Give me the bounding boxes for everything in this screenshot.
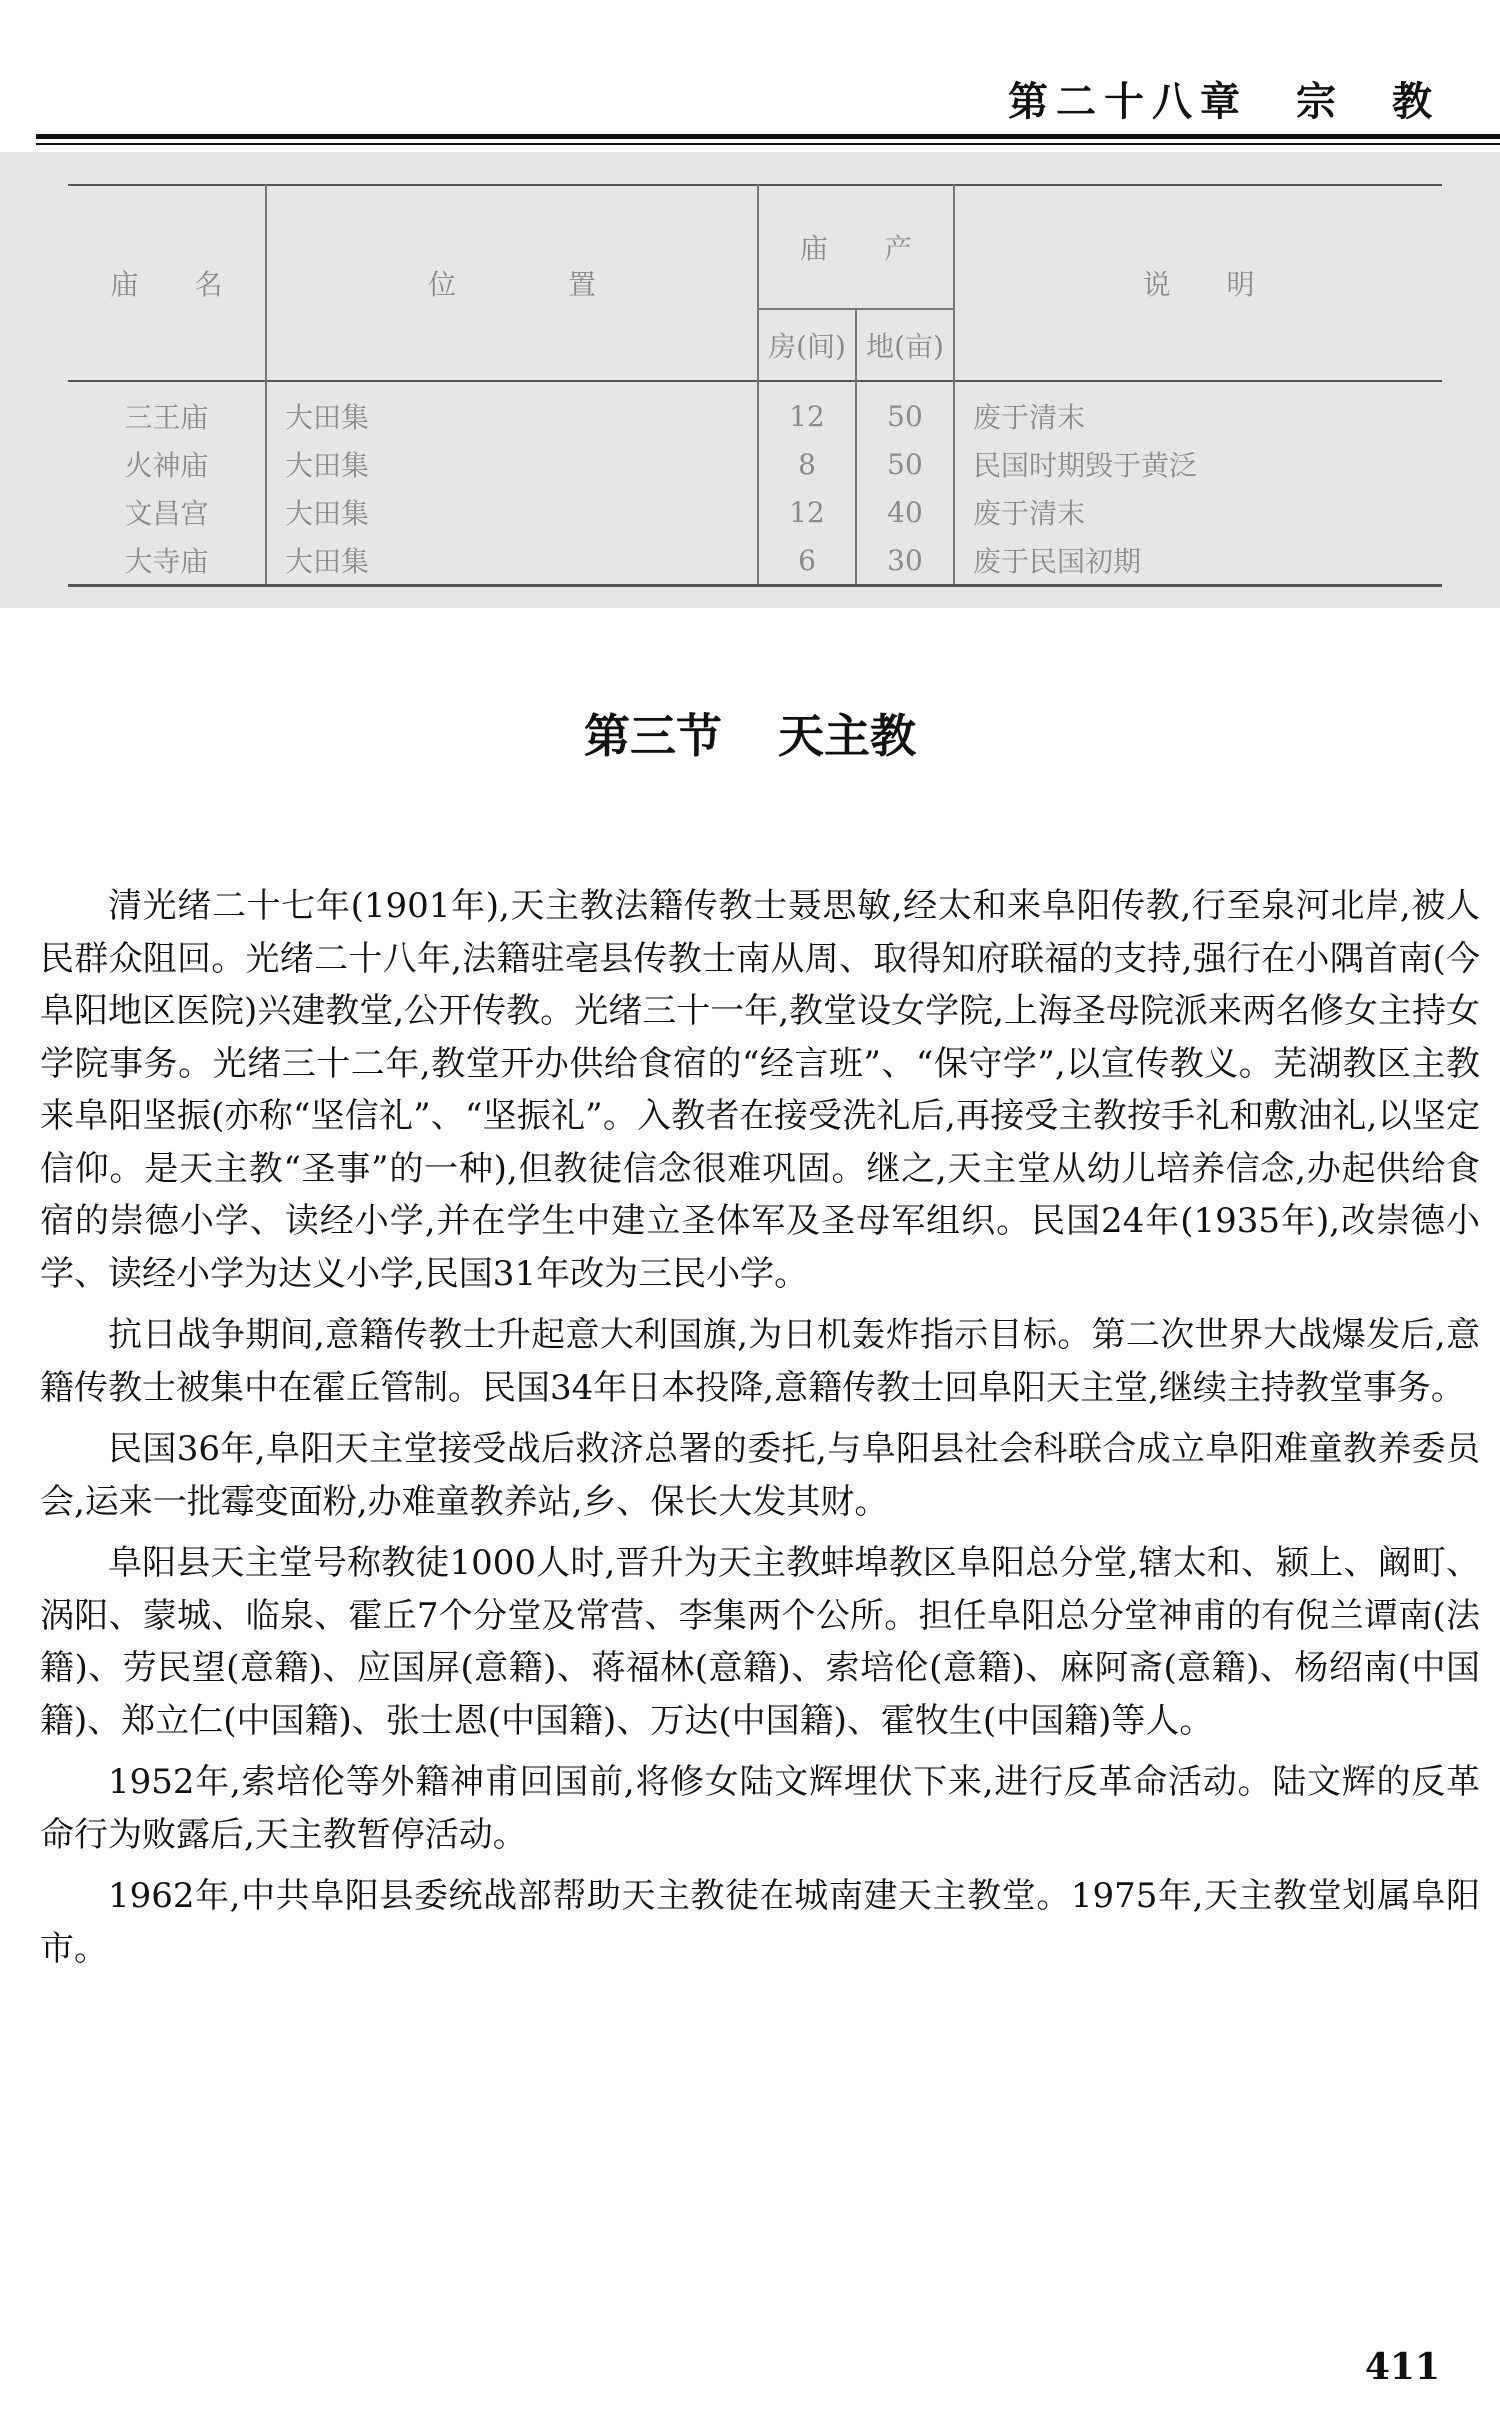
page-number: 411 (1364, 2346, 1440, 2388)
table-row (68, 440, 1442, 488)
temple-note: 民国时期毁于黄泛 (973, 449, 1198, 482)
paragraph: 抗日战争期间,意籍传教士升起意大利国旗,为日机轰炸指示目标。第二次世界大战爆发后,意籍传教士被集中在霍丘管制。民国34年日本投降,意籍传教士回阜阳天主堂,继续主持教堂事务。 (40, 1315, 1480, 1408)
temple-note: 废于清末 (973, 401, 1086, 434)
section-heading (0, 700, 1500, 766)
temple-land: 50 (856, 381, 954, 440)
chapter-title: 第二十八章 宗 教 (1008, 79, 1440, 125)
paragraph: 阜阳县天主堂号称教徒1000人时,晋升为天主教蚌埠教区阜阳总分堂,辖太和、颍上、阚町、涡阳、蒙城、临泉、霍丘7个分堂及常营、李集两个公所。担任阜阳总分堂神甫的有倪兰谭南(法籍)、劳民望(意籍)、应国屏(意籍)、蒋福林(意籍)、索培伦(意籍)、麻阿斋(意籍)、杨绍南(中国籍)、郑立仁(中国籍)、张士恩(中国籍)、万达(中国籍)、霍牧生(中国籍)等人。 (40, 1543, 1480, 1741)
col-header-location: 位 置 (266, 185, 758, 381)
temple-location: 大田集 (266, 536, 758, 586)
page-header (0, 0, 1500, 150)
temple-land: 50 (856, 440, 954, 488)
temple-rooms: 12 (758, 381, 856, 440)
temple-location: 大田集 (266, 440, 758, 488)
temple-land: 40 (856, 488, 954, 536)
temple-table (68, 184, 1442, 587)
section-number: 第三节 (584, 709, 722, 763)
temple-location: 大田集 (266, 381, 758, 440)
temple-note: 废于清末 (973, 497, 1086, 530)
temple-land: 30 (856, 536, 954, 586)
paragraph: 清光绪二十七年(1901年),天主教法籍传教士聂思敏,经太和来阜阳传教,行至泉河北岸,被人民群众阻回。光绪二十八年,法籍驻亳县传教士南从周、取得知府联福的支持,强行在小隅首南(今阜阳地区医院)兴建教堂,公开传教。光绪三十一年,教堂设女学院,上海圣母院派来两名修女主持女学院事务。光绪三十二年,教堂开办供给食宿的“经言班”、“保守学”,以宣传教义。芜湖教区主教来阜阳坚振(亦称“坚信礼”、“坚振礼”。入教者在接受洗礼后,再接受主教按手礼和敷油礼,以坚定信仰。是天主教“圣事”的一种),但教徒信念很难巩固。继之,天主堂从幼儿培养信念,办起供给食宿的崇德小学、读经小学,并在学生中建立圣体军及圣母军组织。民国24年(1935年),改崇德小学、读经小学为达义小学,民国31年改为三民小学。 (40, 886, 1480, 1294)
body-text (40, 880, 1480, 1984)
header-rule-thick (36, 134, 1500, 139)
temple-name: 文昌宫 (68, 488, 266, 536)
col-header-name: 庙 名 (68, 185, 266, 381)
temple-location: 大田集 (266, 488, 758, 536)
temple-rooms: 6 (758, 536, 856, 586)
paragraph: 1962年,中共阜阳县委统战部帮助天主教徒在城南建天主教堂。1975年,天主教堂划属阜阳市。 (40, 1876, 1480, 1969)
temple-rooms: 12 (758, 488, 856, 536)
col-header-land: 地(亩) (856, 309, 954, 381)
table-row (68, 536, 1442, 586)
temple-table-panel (0, 152, 1500, 608)
temple-note: 废于民国初期 (954, 536, 1442, 586)
temple-rooms: 8 (758, 440, 856, 488)
paragraph: 民国36年,阜阳天主堂接受战后救济总署的委托,与阜阳县社会科联合成立阜阳难童教养委员会,运来一批霉变面粉,办难童教养站,乡、保长大发其财。 (40, 1429, 1480, 1522)
col-header-property: 庙 产 (758, 185, 954, 309)
temple-name: 大寺庙 (68, 536, 266, 586)
temple-name: 火神庙 (68, 440, 266, 488)
paragraph: 1952年,索培伦等外籍神甫回国前,将修女陆文辉埋伏下来,进行反革命活动。陆文辉的反革命行为败露后,天主教暂停活动。 (40, 1762, 1480, 1855)
col-header-rooms: 房(间) (758, 309, 856, 381)
col-header-notes: 说 明 (1142, 268, 1255, 301)
section-title: 天主教 (778, 709, 916, 763)
header-rule-thin (36, 143, 1500, 145)
table-row (68, 381, 1442, 440)
table-row (68, 488, 1442, 536)
temple-name: 三王庙 (68, 381, 266, 440)
